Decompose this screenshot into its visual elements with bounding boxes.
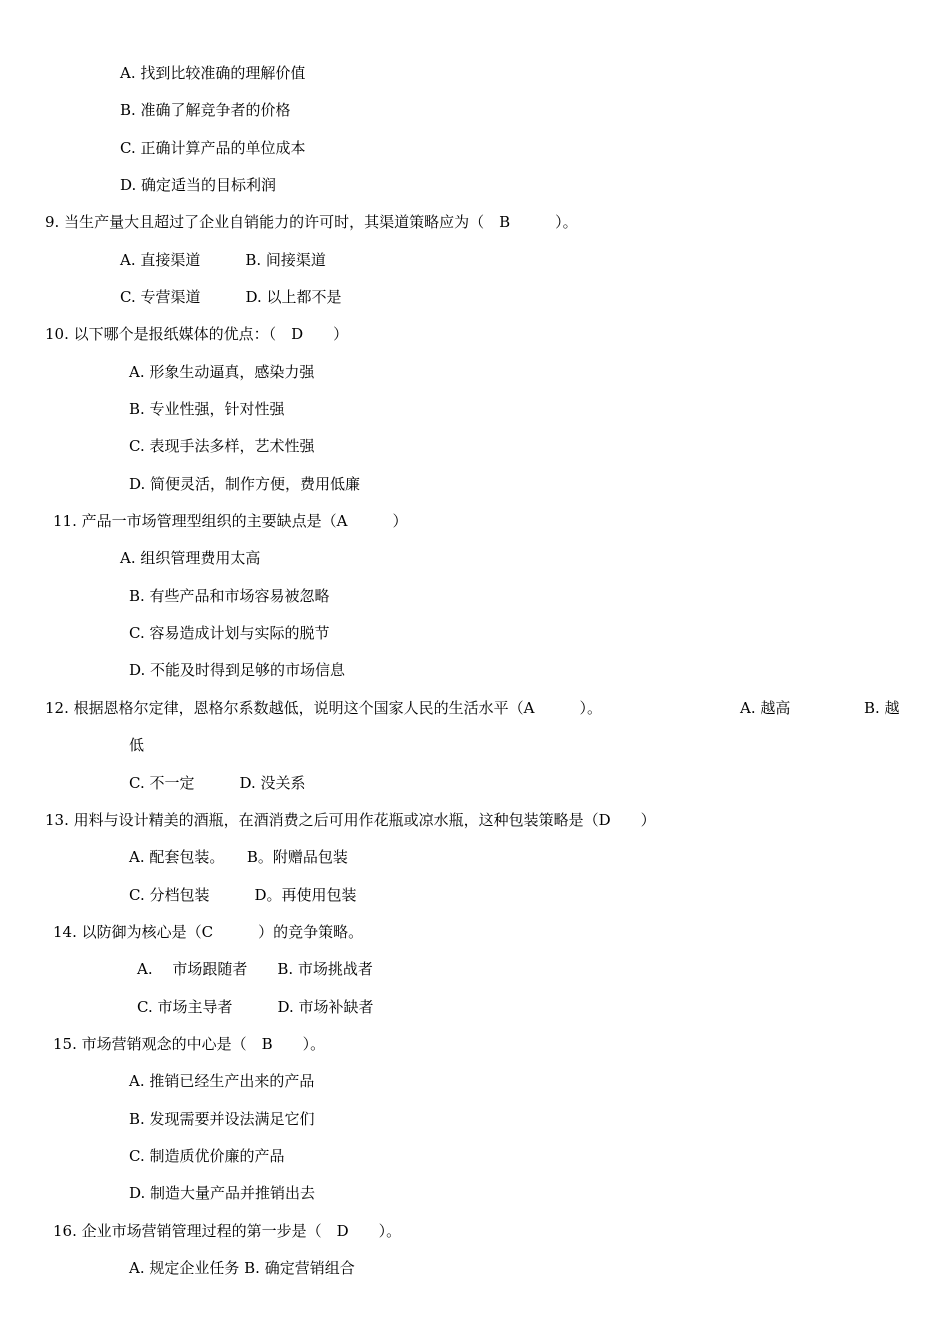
q16-options-row-1: A. 规定企业任务 B. 确定营销组合 [129, 1259, 355, 1277]
q15-stem: 15. 市场营销观念的中心是（ B ）。 [53, 1035, 326, 1053]
q9-options-row-1: A. 直接渠道 B. 间接渠道 [120, 251, 326, 269]
q11-option-c: C. 容易造成计划与实际的脱节 [129, 624, 330, 642]
q10-stem: 10. 以下哪个是报纸媒体的优点：（ D ） [45, 325, 349, 343]
q8-option-d: D. 确定适当的目标利润 [120, 176, 277, 194]
q10-option-c: C. 表现手法多样，艺术性强 [129, 437, 315, 455]
q11-option-d: D. 不能及时得到足够的市场信息 [129, 661, 346, 679]
q14-options-row-2: C. 市场主导者 D. 市场补缺者 [137, 998, 374, 1016]
q12-stem: 12. 根据恩格尔定律，恩格尔系数越低，说明这个国家人民的生活水平（A ）。 [45, 699, 602, 717]
q11-option-b: B. 有些产品和市场容易被忽略 [129, 587, 330, 605]
q11-stem: 11. 产品一市场管理型组织的主要缺点是（A ） [53, 512, 408, 530]
q11-option-a: A. 组织管理费用太高 [120, 549, 261, 567]
q9-options-row-2: C. 专营渠道 D. 以上都不是 [120, 288, 342, 306]
q13-stem: 13. 用料与设计精美的酒瓶，在酒消费之后可用作花瓶或凉水瓶，这种包装策略是（D ） [45, 811, 656, 829]
q8-option-a: A. 找到比较准确的理解价值 [120, 64, 306, 82]
q15-option-d: D. 制造大量产品并推销出去 [129, 1184, 316, 1202]
q10-option-b: B. 专业性强，针对性强 [129, 400, 285, 418]
q8-option-c: C. 正确计算产品的单位成本 [120, 139, 306, 157]
q14-stem: 14. 以防御为核心是（C ）的竞争策略。 [53, 923, 364, 941]
q12-option-b: B. 越 [864, 699, 900, 717]
q12-option-b-continued: 低 [129, 736, 145, 754]
q13-options-row-2: C. 分档包装 D。再使用包装 [129, 886, 357, 904]
q9-stem: 9. 当生产量大且超过了企业自销能力的许可时，其渠道策略应为（ B ）。 [45, 213, 578, 231]
q15-option-c: C. 制造质优价廉的产品 [129, 1147, 285, 1165]
q14-options-row-1: A. 市场跟随者 B. 市场挑战者 [137, 960, 373, 978]
q10-option-a: A. 形象生动逼真，感染力强 [129, 363, 315, 381]
q15-option-a: A. 推销已经生产出来的产品 [129, 1072, 315, 1090]
q12-options-row-2: C. 不一定 D. 没关系 [129, 774, 306, 792]
q10-option-d: D. 简便灵活，制作方便，费用低廉 [129, 475, 361, 493]
q12-option-a: A. 越高 [740, 699, 791, 717]
q8-option-b: B. 准确了解竞争者的价格 [120, 101, 291, 119]
q16-stem: 16. 企业市场营销管理过程的第一步是（ D ）。 [53, 1222, 402, 1240]
q15-option-b: B. 发现需要并设法满足它们 [129, 1110, 315, 1128]
q13-options-row-1: A. 配套包装。 B。附赠品包装 [129, 848, 348, 866]
